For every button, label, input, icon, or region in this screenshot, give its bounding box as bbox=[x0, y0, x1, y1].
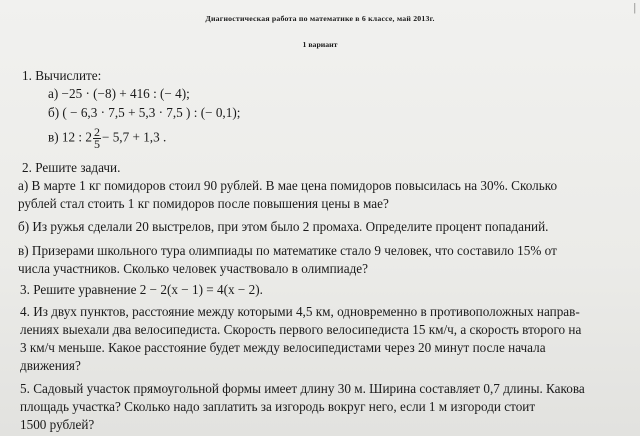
mixed-fraction bbox=[93, 127, 101, 150]
task1-c-prefix: в) 12 : 2 bbox=[48, 129, 92, 145]
task3-text: 3. Решите уравнение 2 − 2(x − 1) = 4(x − 2). bbox=[20, 282, 263, 297]
task1-c-suffix: − 5,7 + 1,3 . bbox=[101, 129, 167, 145]
task4-line3: 3 км/ч меньше. Какое расстояние будет между велосипедистами через 20 минут после начала bbox=[20, 340, 546, 355]
corner-mark: | bbox=[633, 0, 636, 14]
task2-a-line1: а) В марте 1 кг помидоров стоил 90 рублей. В мае цена помидоров повысилась на 30%. Сколько bbox=[18, 178, 558, 193]
page-title: Диагностическая работа по математике в 6 классе, май 2013г. bbox=[205, 14, 435, 23]
task1-heading: 1. Вычислите: bbox=[22, 68, 102, 83]
task4-line1: 4. Из двух пунктов, расстояние между которыми 4,5 км, одновременно в противоположных направ- bbox=[20, 304, 580, 319]
task1-a: а) −25 · (−8) + 416 : (− 4); bbox=[48, 86, 190, 101]
task5-line3: 1500 рублей? bbox=[20, 417, 95, 432]
task5-line1: 5. Садовый участок прямоугольной формы имеет длину 30 м. Ширина составляет 0,7 длины. Какова bbox=[20, 381, 585, 396]
task4-line4: движения? bbox=[20, 358, 81, 373]
fraction-denominator: 5 bbox=[93, 137, 100, 151]
variant-label: 1 вариант bbox=[302, 40, 338, 49]
task2-heading: 2. Решите задачи. bbox=[22, 160, 121, 175]
task2-b-line1: б) Из ружья сделали 20 выстрелов, при этом было 2 промаха. Определите процент попаданий. bbox=[18, 219, 549, 234]
task2-a-line2: рублей стал стоить 1 кг помидоров после повышения цены в мае? bbox=[18, 196, 389, 211]
fraction-numerator: 2 bbox=[93, 125, 100, 139]
task1-b: б) ( − 6,3 · 7,5 + 5,3 · 7,5 ) : (− 0,1); bbox=[48, 105, 241, 120]
task2-c-line1: в) Призерами школьного тура олимпиады по математике стало 9 человек, что составило 15% от bbox=[18, 243, 557, 258]
task5-line2: площадь участка? Сколько надо заплатить за изгородь вокруг него, если 1 м изгороди стоит bbox=[20, 399, 536, 414]
task4-line2: лениях выехали два велосипедиста. Скорость первого велосипедиста 15 км/ч, а скорость второго на bbox=[20, 322, 582, 337]
task1-c bbox=[48, 127, 166, 150]
task2-c-line2: числа участников. Сколько человек участвовало в олимпиаде? bbox=[18, 261, 369, 276]
